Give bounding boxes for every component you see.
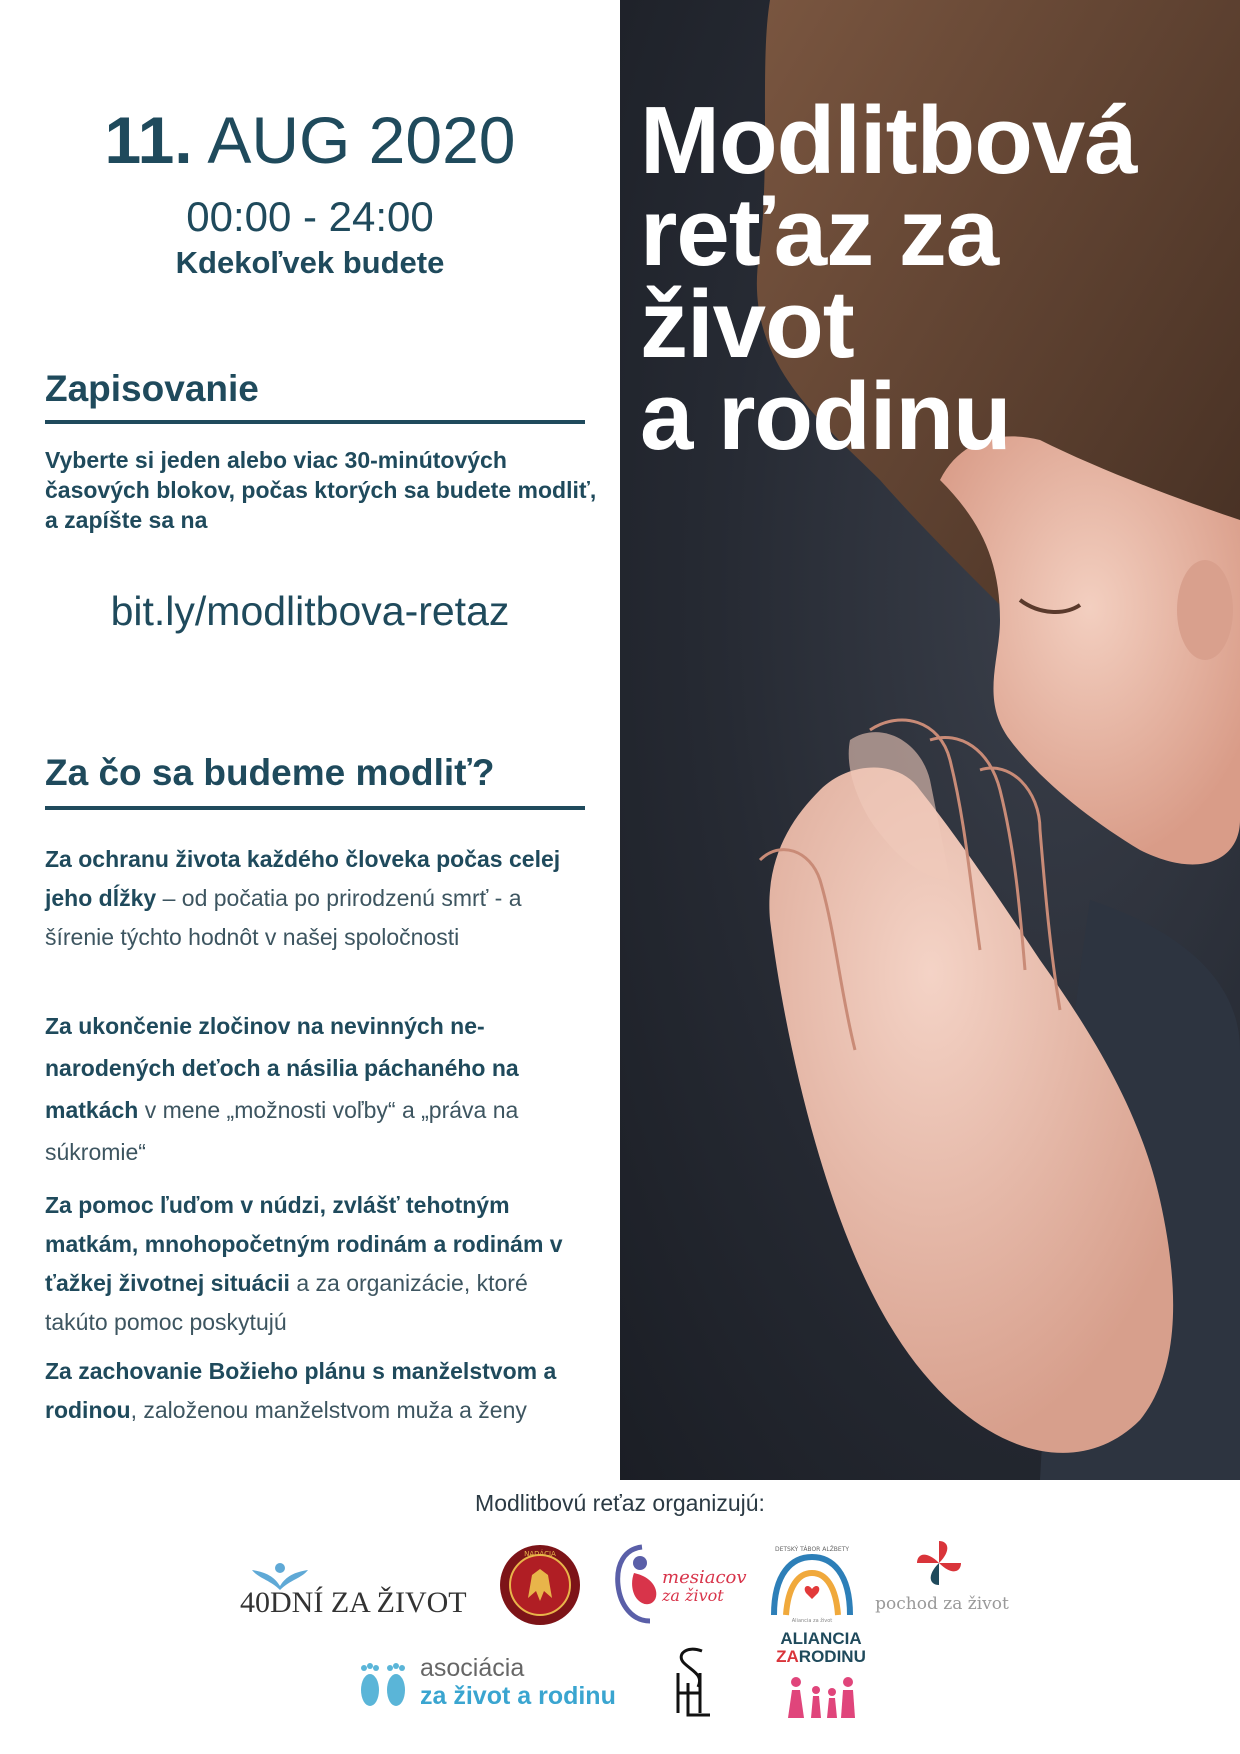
prayer-item-bold: Za ukončenie zločinov na nevinných nenarodených deťoch a násilia páchaného na matkách	[45, 1013, 519, 1123]
prayer-item	[45, 1186, 590, 1342]
seal-icon	[498, 1543, 582, 1627]
logo-aliancia-za: ZA	[776, 1647, 799, 1666]
arch-icon	[762, 1543, 862, 1623]
logo-mesiacov-text: mesiacov	[662, 1567, 747, 1588]
logo-40-text: 0DNÍ ZA ŽIVOT	[255, 1586, 467, 1619]
footprints-icon	[352, 1656, 416, 1710]
logo-detsky-tabor-text: DETSKÝ TÁBOR ALŽBETY	[774, 1546, 850, 1553]
event-date-day: 11.	[104, 103, 193, 177]
title-line-3: život	[640, 271, 854, 378]
logo-aliancia-za-rodinu	[766, 1630, 876, 1722]
svg-text:NADÁCIA: NADÁCIA	[524, 1550, 556, 1558]
logo-asociacia	[352, 1654, 642, 1714]
prayer-item	[45, 1005, 590, 1173]
prayer-item	[45, 840, 590, 957]
logo-mesiacov-za-zivot	[612, 1543, 747, 1625]
title-line-1: Modlitbová	[640, 87, 1137, 194]
signup-divider	[45, 420, 585, 424]
logo-pochod-text: pochod za život	[875, 1594, 1009, 1614]
event-date	[0, 100, 620, 180]
prayer-item-rest: v mene „možnosti voľby“ a „práva na súkromie“	[45, 1097, 519, 1165]
logo-aliancia-word: ALIANCIA	[780, 1629, 862, 1648]
signup-text: Vyberte si jeden alebo viac 30-minútových časových blokov, počas ktorých sa budete modliť, a zapíšte sa na	[45, 447, 597, 533]
logo-aliancia-zivot-text: Aliancia za život	[791, 1618, 833, 1623]
logo-asociacia-word: asociácia	[420, 1654, 525, 1682]
prayer-item-bold: Za ochranu života každého človeka počas celej jeho dĺžky	[45, 846, 561, 911]
mother-child-icon	[612, 1543, 664, 1625]
title-line-4: a rodinu	[640, 363, 1011, 470]
poster-title	[640, 87, 1240, 470]
prayer-item-rest: , založenou manželstvom muža a ženy	[130, 1397, 527, 1423]
logo-detsky-tabor	[762, 1543, 862, 1623]
pinwheel-icon	[914, 1538, 964, 1588]
logo-nadacia-slovakia-christiana	[498, 1543, 582, 1627]
logo-pochod-za-zivot	[872, 1538, 1012, 1618]
logo-zazivot-text: za život	[662, 1586, 724, 1605]
shl-monogram-icon	[664, 1643, 718, 1719]
family-icon	[782, 1672, 862, 1720]
signup-url-link[interactable]: bit.ly/modlitbova-retaz	[110, 588, 510, 634]
prayer-item	[45, 1352, 590, 1430]
logo-aliancia-rodinu: RODINU	[798, 1647, 866, 1666]
prayer-item-rest: a za organizácie, ktoré takúto pomoc poskytujú	[45, 1270, 528, 1335]
logo-40-number: 4	[240, 1586, 255, 1619]
title-line-2: reťaz za	[640, 179, 999, 286]
logo-shl	[664, 1643, 718, 1719]
prayer-item-bold: Za zachovanie Božieho plánu s manželstvom a rodinou	[45, 1358, 557, 1423]
logo-40-dni-za-zivot	[240, 1560, 470, 1620]
organizers-title: Modlitbovú reťaz organizujú:	[475, 1490, 765, 1516]
prayer-divider	[45, 806, 585, 810]
prayer-item-rest: – od počatia po prirodzenú smrť - a šírenie týchto hodnôt v našej spoločnosti	[45, 885, 522, 950]
prayer-item-bold: Za pomoc ľuďom v núdzi, zvlášť tehotným matkám, mnohopočetným rodinám a rodinám v ťažkej životnej situácii	[45, 1192, 563, 1296]
signup-heading: Zapisovanie	[45, 368, 259, 409]
prayer-heading: Za čo sa budeme modliť?	[45, 752, 495, 793]
event-place: Kdekoľvek budete	[175, 245, 445, 280]
event-time: 00:00 - 24:00	[186, 193, 434, 240]
logo-asociacia-tagline: za život a rodinu	[420, 1682, 616, 1710]
event-date-month-year: AUG 2020	[207, 103, 516, 177]
